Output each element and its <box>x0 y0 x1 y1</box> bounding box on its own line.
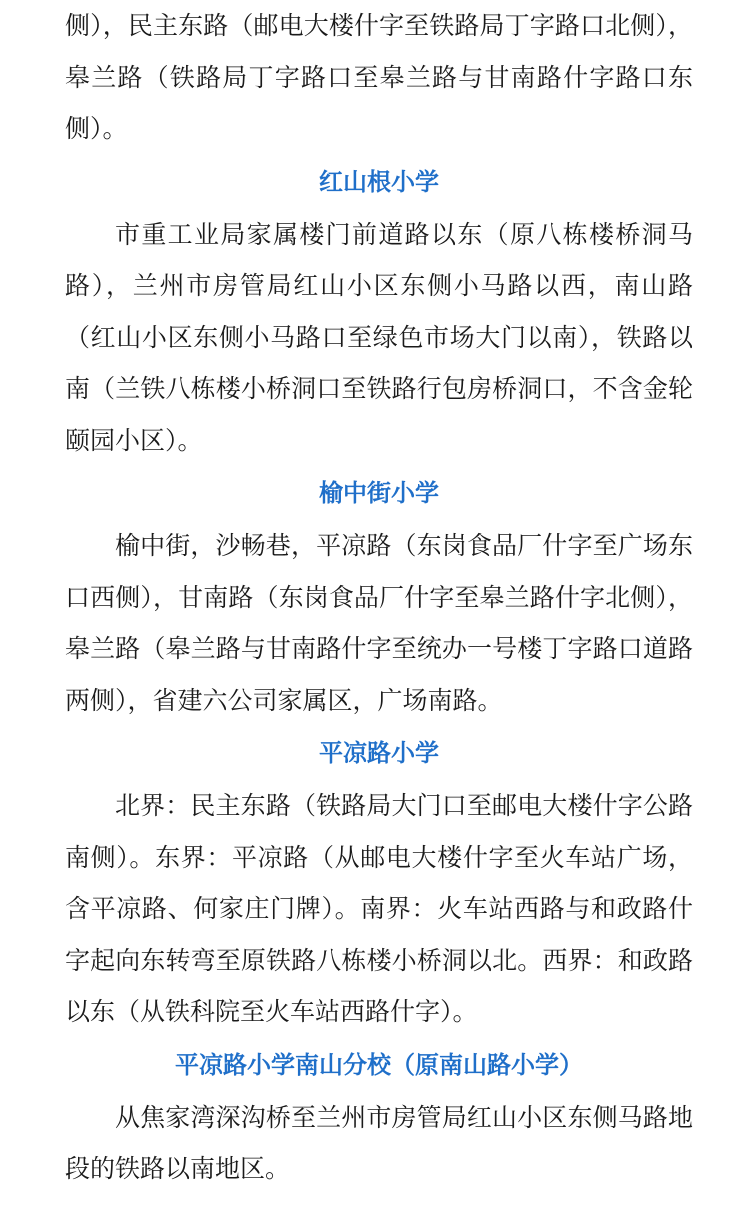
paragraph-yuzhongjie: 榆中街，沙畅巷，平凉路（东岗食品厂什字至广场东口西侧），甘南路（东岗食品厂什字至皋兰路什字北侧），皋兰路（皋兰路与甘南路什字至统办一号楼丁字路口道路两侧），省建六公司家属区，广场南路。 <box>65 531 693 715</box>
paragraph-hongshangen: 市重工业局家属楼门前道路以东（原八栋楼桥洞马路），兰州市房管局红山小区东侧小马路以西，南山路（红山小区东侧小马路口至绿色市场大门以南），铁路以南（兰铁八栋楼小桥洞口至铁路行包房桥洞口，不含金轮颐园小区）。 <box>65 219 693 455</box>
school-heading-nanshan-branch: 平凉路小学南山分校（原南山路小学） <box>175 1050 583 1079</box>
school-heading-pingliangroad: 平凉路小学 <box>319 739 439 767</box>
paragraph-nanshan-branch: 从焦家湾深沟桥至兰州市房管局红山小区东侧马路地段的铁路以南地区。 <box>65 1102 693 1183</box>
document-body <box>65 0 693 1195</box>
school-heading-yuzhongjie: 榆中街小学 <box>319 479 439 507</box>
school-heading-hongshangen: 红山根小学 <box>319 167 439 196</box>
paragraph-continued: 侧），民主东路（邮电大楼什字至铁路局丁字路口北侧），皋兰路（铁路局丁字路口至皋兰路与甘南路什字路口东侧）。 <box>65 11 693 143</box>
paragraph-pingliangroad: 北界：民主东路（铁路局大门口至邮电大楼什字公路南侧）。东界：平凉路（从邮电大楼什字至火车站广场，含平凉路、何家庄门牌）。南界：火车站西路与和政路什字起向东转弯至原铁路八栋楼小桥洞以北。西界：和政路以东（从铁科院至火车站西路什字）。 <box>65 791 693 1026</box>
